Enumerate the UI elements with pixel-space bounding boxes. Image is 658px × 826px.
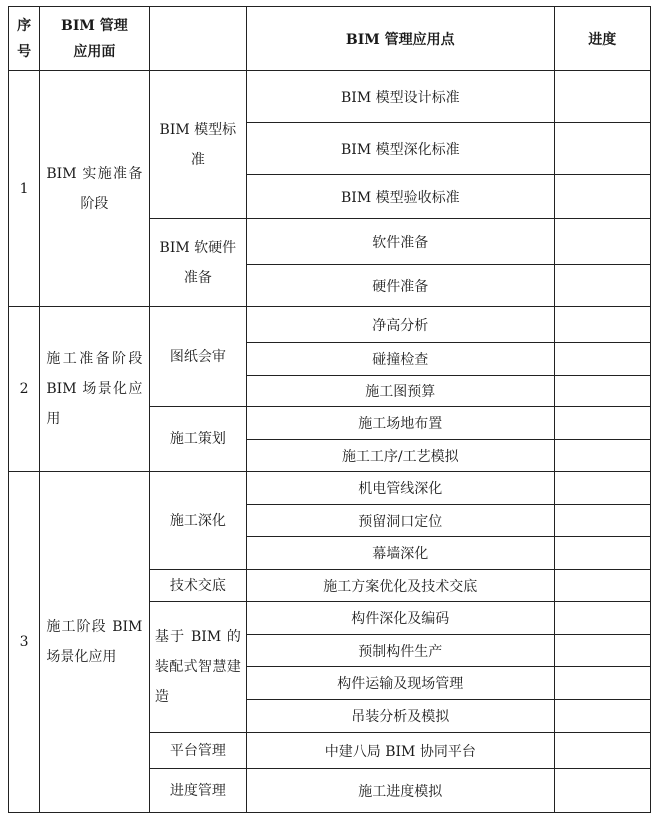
point-cell: 软件准备 [247, 219, 554, 265]
header-stage: BIM 管理应用面 [40, 7, 150, 71]
seq-cell: 3 [9, 472, 40, 813]
progress-cell [554, 602, 650, 635]
progress-cell [554, 440, 650, 472]
point-cell: 构件运输及现场管理 [247, 667, 554, 700]
point-cell: 机电管线深化 [247, 472, 554, 505]
category-cell: 基于 BIM 的装配式智慧建造 [149, 602, 246, 733]
stage-cell: 施工准备阶段 BIM 场景化应用 [40, 307, 150, 472]
progress-cell [554, 537, 650, 570]
header-point: BIM 管理应用点 [247, 7, 554, 71]
category-cell: 施工深化 [149, 472, 246, 570]
progress-cell [554, 667, 650, 700]
stage-cell: BIM 实施准备阶段 [40, 71, 150, 307]
progress-cell [554, 219, 650, 265]
seq-cell: 2 [9, 307, 40, 472]
category-cell: 平台管理 [149, 733, 246, 769]
stage-cell: 施工阶段 BIM 场景化应用 [40, 472, 150, 813]
point-cell: 施工方案优化及技术交底 [247, 570, 554, 602]
point-cell: 碰撞检查 [247, 343, 554, 376]
point-cell: 施工进度模拟 [247, 769, 554, 813]
progress-cell [554, 733, 650, 769]
point-cell: 施工场地布置 [247, 407, 554, 440]
progress-cell [554, 343, 650, 376]
table-row [9, 472, 651, 505]
category-cell: 技术交底 [149, 570, 246, 602]
progress-cell [554, 123, 650, 175]
category-cell: 施工策划 [149, 407, 246, 472]
point-cell: 幕墙深化 [247, 537, 554, 570]
category-cell: 图纸会审 [149, 307, 246, 407]
category-cell: BIM 模型标准 [149, 71, 246, 219]
progress-cell [554, 635, 650, 667]
header-row [9, 7, 651, 71]
header-progress: 进度 [554, 7, 650, 71]
point-cell: 中建八局 BIM 协同平台 [247, 733, 554, 769]
progress-cell [554, 700, 650, 733]
point-cell: BIM 模型验收标准 [247, 175, 554, 219]
progress-cell [554, 505, 650, 537]
progress-cell [554, 472, 650, 505]
point-cell: 预制构件生产 [247, 635, 554, 667]
point-cell: 预留洞口定位 [247, 505, 554, 537]
table-row [9, 307, 651, 343]
point-cell: BIM 模型设计标准 [247, 71, 554, 123]
progress-cell [554, 175, 650, 219]
seq-cell: 1 [9, 71, 40, 307]
category-cell: BIM 软硬件准备 [149, 219, 246, 307]
progress-cell [554, 769, 650, 813]
progress-cell [554, 570, 650, 602]
progress-cell [554, 407, 650, 440]
category-cell: 进度管理 [149, 769, 246, 813]
progress-cell [554, 376, 650, 407]
progress-cell [554, 307, 650, 343]
point-cell: 施工工序/工艺模拟 [247, 440, 554, 472]
point-cell: 净高分析 [247, 307, 554, 343]
progress-cell [554, 71, 650, 123]
header-category [149, 7, 246, 71]
point-cell: 构件深化及编码 [247, 602, 554, 635]
point-cell: 吊装分析及模拟 [247, 700, 554, 733]
point-cell: BIM 模型深化标准 [247, 123, 554, 175]
point-cell: 硬件准备 [247, 265, 554, 307]
header-seq: 序号 [9, 7, 40, 71]
point-cell: 施工图预算 [247, 376, 554, 407]
table-row [9, 71, 651, 123]
bim-management-table [8, 6, 651, 813]
progress-cell [554, 265, 650, 307]
